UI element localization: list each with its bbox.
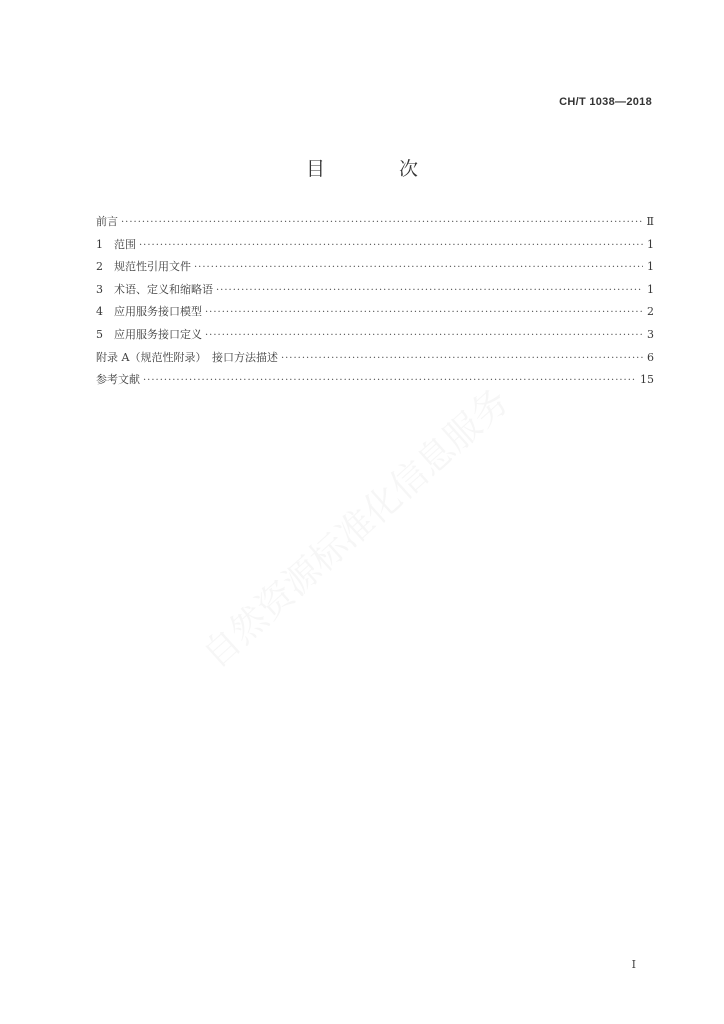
toc-entry-page: 6 xyxy=(647,350,654,364)
toc-entry-label: 4 应用服务接口模型 xyxy=(96,305,202,319)
toc-entry-page: 1 xyxy=(647,260,654,274)
toc-entry-page: 15 xyxy=(640,373,654,387)
toc-leader-dots xyxy=(194,262,643,273)
toc-leader-dots xyxy=(281,353,643,364)
toc-leader-dots xyxy=(205,307,643,318)
toc-entry-label: 参考文献 xyxy=(96,373,140,387)
toc-entry-terms-definitions[interactable] xyxy=(96,281,654,304)
toc-entry-foreword[interactable] xyxy=(96,213,654,236)
toc-entry-label: 5 应用服务接口定义 xyxy=(96,327,202,341)
standard-code: CH/T 1038—2018 xyxy=(559,96,652,108)
toc-entry-page: 2 xyxy=(647,305,654,319)
toc-entry-service-interface-definition[interactable] xyxy=(96,326,654,349)
toc-entry-page: 1 xyxy=(647,237,654,251)
toc-entry-bibliography[interactable] xyxy=(96,371,654,394)
toc-list xyxy=(96,213,654,394)
page-number: I xyxy=(631,958,636,971)
toc-entry-label: 附录 A（规范性附录） 接口方法描述 xyxy=(96,350,278,364)
toc-leader-dots xyxy=(216,285,643,296)
toc-entry-label: 3 术语、定义和缩略语 xyxy=(96,282,213,296)
toc-leader-dots xyxy=(121,217,643,228)
watermark: 自然资源标准化信息服务 xyxy=(195,380,518,677)
toc-entry-page: 1 xyxy=(647,282,654,296)
toc-entry-normative-references[interactable] xyxy=(96,258,654,281)
toc-entry-label: 2 规范性引用文件 xyxy=(96,260,191,274)
toc-entry-page: Ⅱ xyxy=(646,215,654,228)
toc-entry-scope[interactable] xyxy=(96,236,654,259)
toc-entry-label: 1 范围 xyxy=(96,237,136,251)
toc-entry-appendix-a[interactable] xyxy=(96,349,654,372)
toc-title: 目 次 xyxy=(305,158,453,180)
toc-entry-service-interface-model[interactable] xyxy=(96,303,654,326)
toc-leader-dots xyxy=(139,240,643,251)
toc-entry-page: 3 xyxy=(647,327,654,341)
toc-entry-label: 前言 xyxy=(96,215,118,228)
toc-leader-dots xyxy=(143,375,637,386)
toc-leader-dots xyxy=(205,330,643,341)
